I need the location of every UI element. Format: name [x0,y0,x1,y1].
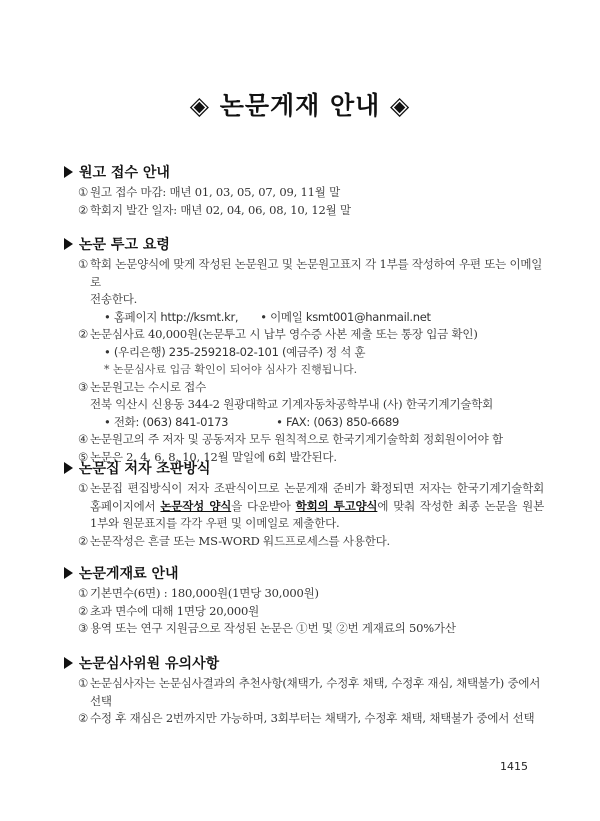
list-item: ④ 논문원고의 주 저자 및 공동저자 모두 원칙적으로 한국기계기술학회 정회원이어야 함 [78,432,503,446]
bank-account: • (우리은행) 235-259218-02-101 (예금주) 정 석 훈 [104,344,366,359]
paper-template-link: 논문작성 양식 [160,498,232,513]
list-item: ③ 논문원고는 수시로 접수 [78,379,206,394]
section-heading: 논문게재료 안내 [64,563,544,585]
page-number: 1415 [500,760,528,773]
page-title: ◈ 논문게재 안내 ◈ [189,91,411,120]
section-reviewer-notes [64,653,544,728]
section-submission-guide [64,234,544,466]
triangle-bullet-icon [64,166,73,178]
phone-fax-line: • 전화: (063) 841-0173 • FAX: (063) 850-6689 [104,414,400,429]
list-item: ① 원고 접수 마감: 매년 01, 03, 05, 07, 09, 11월 말 [78,185,340,199]
submission-format-link: 학회의 투고양식 [295,498,378,513]
list-item: ① 논문집 편집방식이 저자 조판식이므로 논문게재 준비가 확정되면 저자는 한국기계기술학회 [78,481,544,495]
bank-note: * 논문심사료 입금 확인이 되어야 심사가 진행됩니다. [104,363,358,376]
list-item: ② 초과 면수에 대해 1면당 20,000원 [78,603,260,618]
section-heading: 논문집 저자 조판방식 [64,458,544,480]
triangle-bullet-icon [64,238,73,250]
triangle-bullet-icon [64,567,73,579]
list-item-continued: 선택 [90,693,112,708]
triangle-bullet-icon [64,657,73,669]
address: 전북 익산시 신용동 344-2 원광대학교 기계자동차공학부내 (사) 한국기계기술학회 [90,397,494,411]
list-item-continued: 홈페이지에서 논문작성 양식을 다운받아 학회의 투고양식에 맞춰 작성한 최종 논문을 원본 [90,498,544,513]
section-submission [64,162,544,219]
section-typesetting [64,458,544,550]
contact-line: • 홈페이지 http://ksmt.kr, • 이메일 ksmt001@hanmail.net [104,309,431,324]
list-item: ② 학회지 발간 일자: 매년 02, 04, 06, 08, 10, 12월 말 [78,202,351,217]
list-item: ② 수정 후 재심은 2번까지만 가능하며, 3회부터는 채택가, 수정후 채택, 채택불가 중에서 선택 [78,711,535,725]
section-heading: 논문심사위원 유의사항 [64,653,544,675]
list-item: ⑤ 논문은 2, 4, 6, 8, 10, 12월 말일에 6회 발간된다. [78,449,337,464]
list-item: ① 학회 논문양식에 맞게 작성된 논문원고 및 논문원고표지 각 1부를 작성하여 우편 또는 이메일로 [78,257,543,289]
list-item-continued: 전송한다. [90,292,138,306]
triangle-bullet-icon [64,462,73,474]
section-heading: 논문 투고 요령 [64,234,544,256]
section-fees [64,563,544,638]
list-item: ② 논문작성은 흔글 또는 MS-WORD 워드프로세스를 사용한다. [78,533,390,548]
list-item: ③ 용역 또는 연구 지원금으로 작성된 논문은 ①번 및 ②번 게재료의 50%가산 [78,621,456,635]
list-item: ② 논문심사료 40,000원(논문투고 시 납부 영수증 사본 제출 또는 통장 입금 확인) [78,327,478,341]
list-item: ① 논문심사자는 논문심사결과의 추천사항(채택가, 수정후 채택, 수정후 재심, 채택불가) 중에서 [78,676,541,690]
section-heading: 원고 접수 안내 [64,162,544,184]
list-item-continued: 1부와 원문표지를 각각 우편 및 이메일로 제출한다. [90,516,340,530]
list-item: ① 기본면수(6면) : 180,000원(1면당 30,000원) [78,586,319,600]
